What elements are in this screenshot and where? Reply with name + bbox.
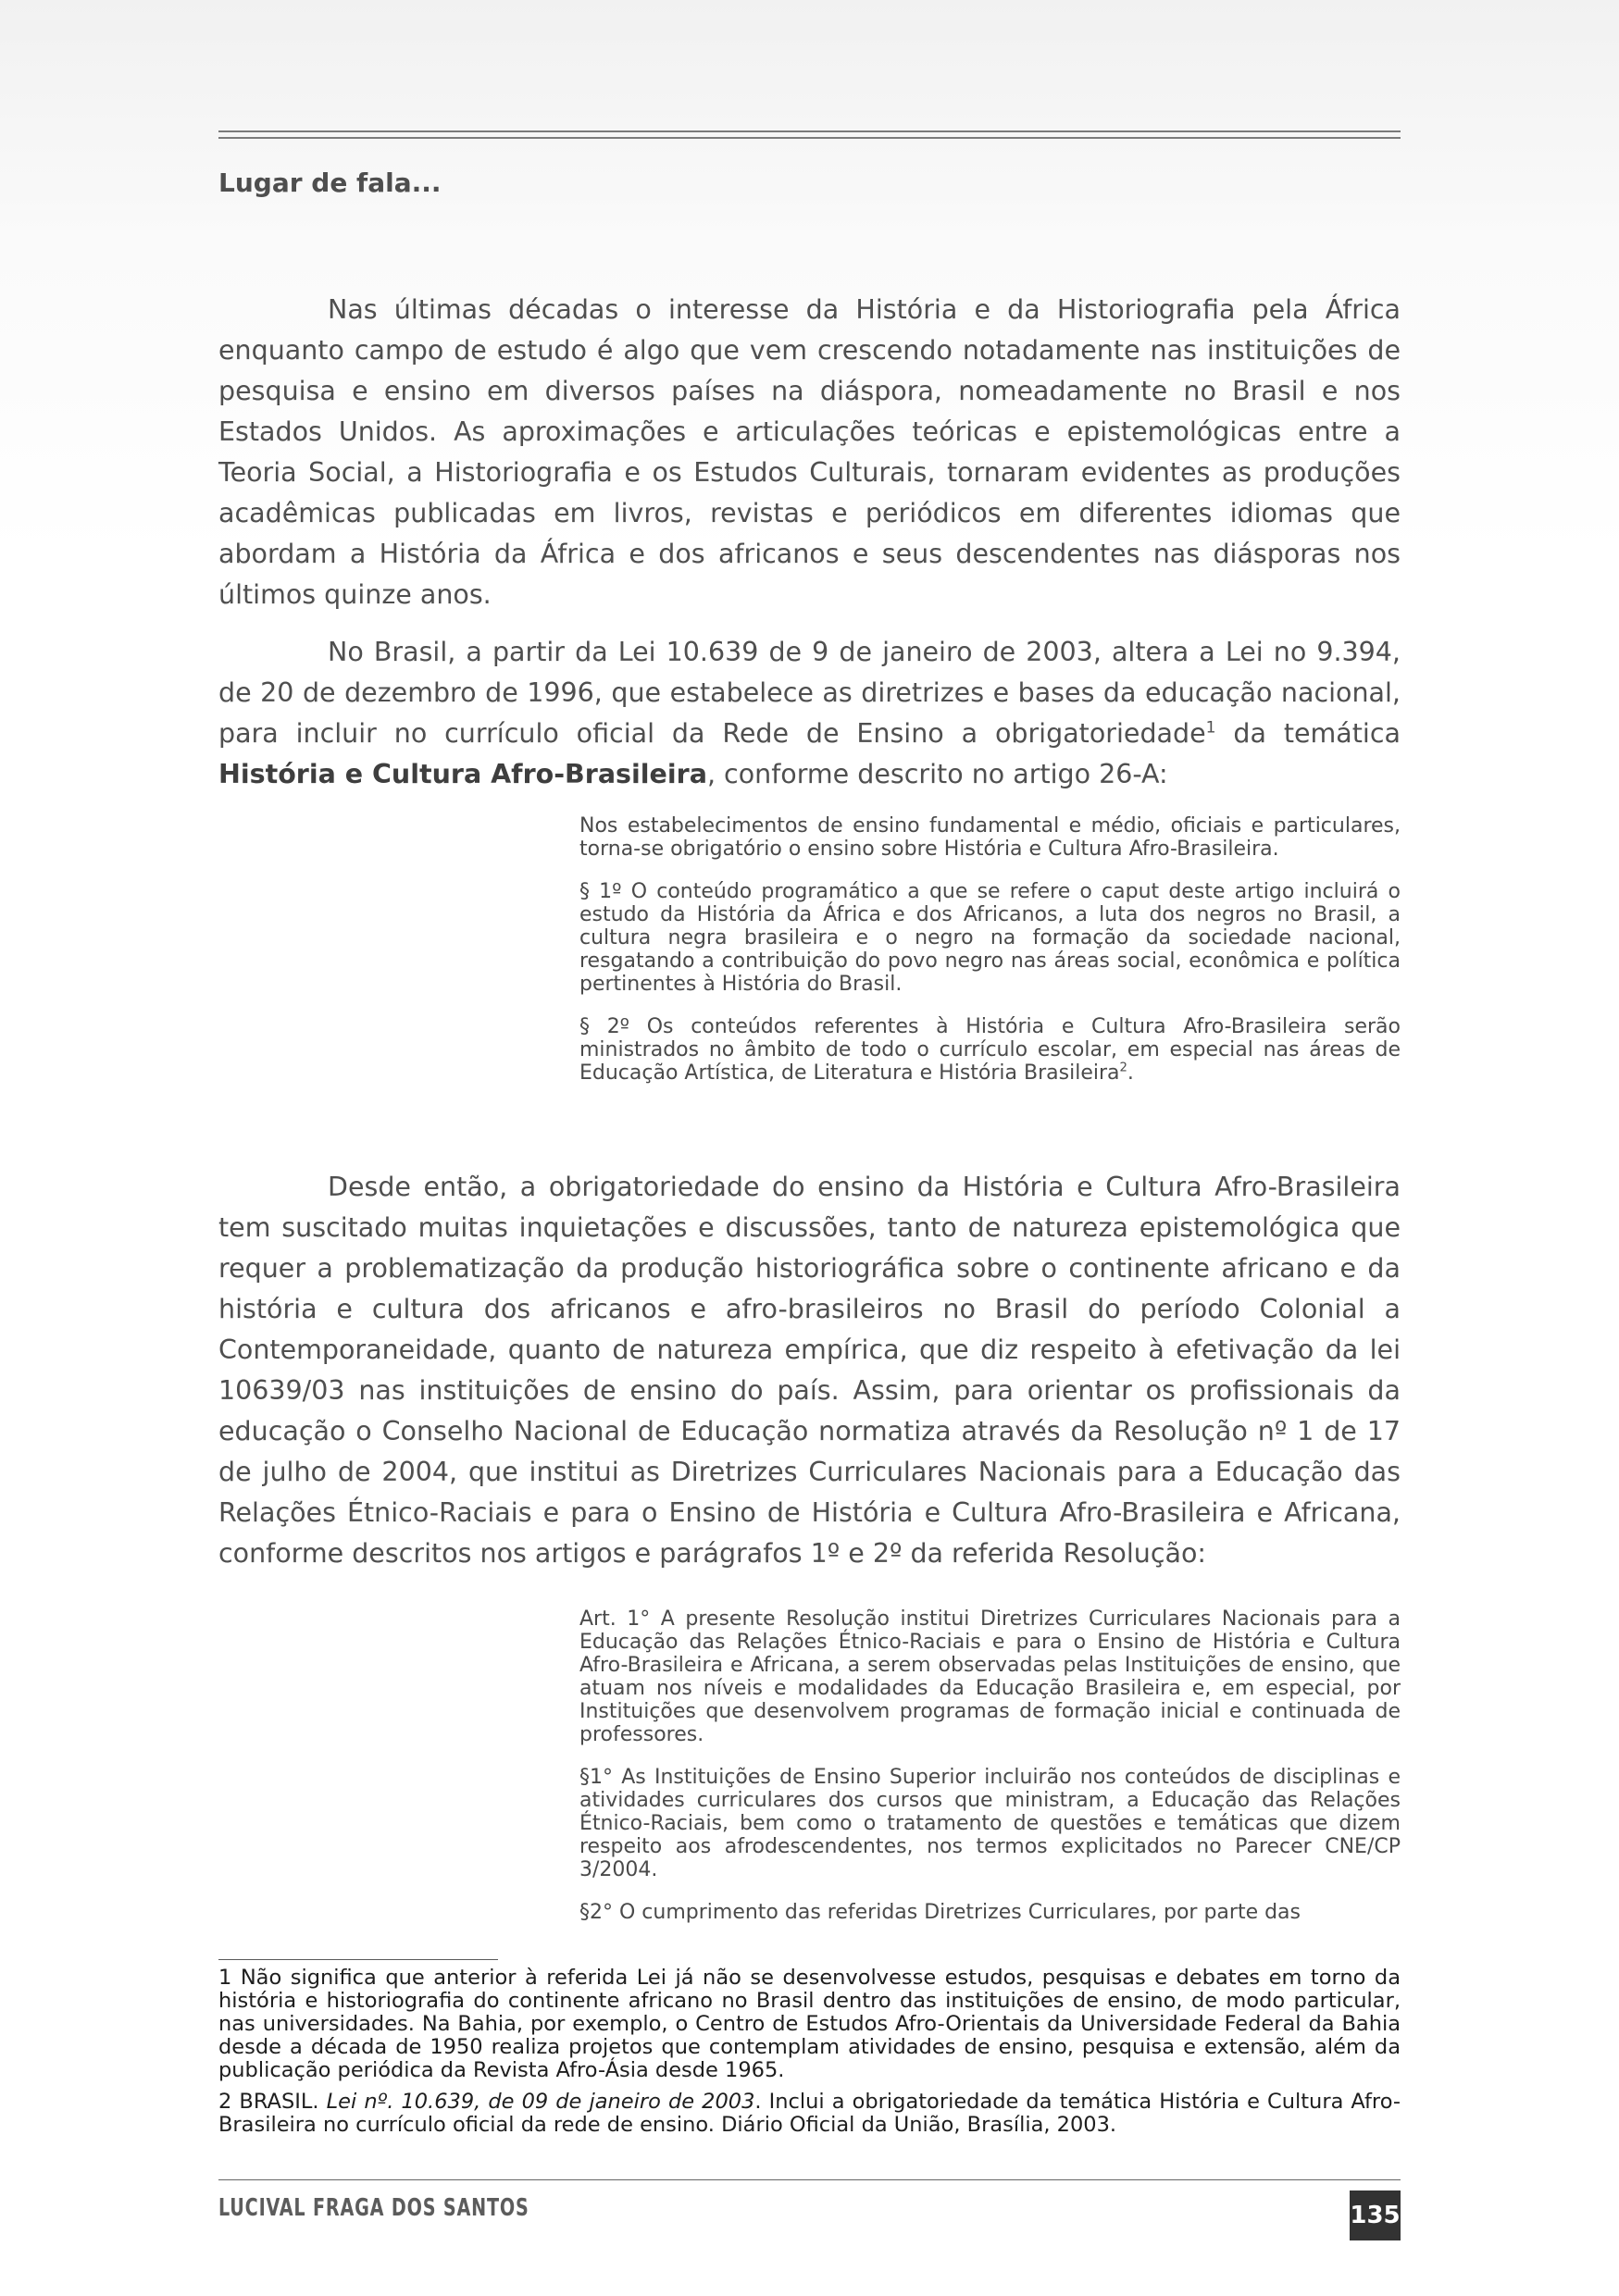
footnote-ref-1[interactable]: 1 [1205,718,1216,738]
footnote-2-label: 2 BRASIL. [218,2090,327,2114]
footnotes [218,1967,1401,2145]
quote-2-para-2: §1° As Instituições de Ensino Superior incluirão nos conteúdos de disciplinas e atividades curriculares dos cursos que ministram, a Educação das Relações Étnico-Raciais, bem como o tratamento de questões e temáticas que dizem respeito aos afrodescendentes, nos termos explicitados no Parecer CNE/CP 3/2004. [579,1766,1401,1881]
quote-1-para-3 [579,1015,1401,1085]
page-number-badge: 135 [1350,2191,1401,2240]
body-section-2 [218,1167,1401,1574]
paragraph-3: Desde então, a obrigatoriedade do ensino da História e Cultura Afro-Brasileira tem suscitado muitas inquietações e discussões, tanto de natureza epistemológica que requer a problematização da produção historiográfica sobre o continente africano e da história e cultura dos africanos e afro-brasileiros no Brasil do período Colonial a Contemporaneidade, quanto de natureza empírica, que diz respeito à efetivação da lei 10639/03 nas instituições de ensino do país. Assim, para orientar os profissionais da educação o Conselho Nacional de Educação normatiza através da Resolução nº 1 de 17 de julho de 2004, que institui as Diretrizes Curriculares Nacionais para a Educação das Relações Étnico-Raciais e para o Ensino de História e Cultura Afro-Brasileira e Africana, conforme descritos nos artigos e parágrafos 1º e 2º da referida Resolução: [218,1172,1401,1569]
block-quote-resolution [579,1607,1401,1943]
body-section-1 [218,290,1401,795]
footnote-2-title: Lei nº. 10.639, de 09 de janeiro de 2003 [326,2090,755,2114]
quote-1-para-3-end: . [1127,1061,1134,1085]
footnote-2 [218,2091,1401,2137]
footnote-2-text: . Inclui a obrigatoriedade da temática História e Cultura Afro-Brasileira no currículo oficial da rede de ensino. Diário Oficial da União, Brasília, 2003. [218,2090,1401,2137]
quote-1-para-1: Nos estabelecimentos de ensino fundamental e médio, oficiais e particulares, torna-se obrigatório o ensino sobre História e Cultura Afro-Brasileira. [579,814,1401,861]
paragraph-2 [218,632,1401,795]
footnote-ref-2[interactable]: 2 [1119,1061,1127,1075]
paragraph-2-text: No Brasil, a partir da Lei 10.639 de 9 de janeiro de 2003, altera a Lei no 9.394, de 20 de dezembro de 1996, que estabelece as diretrizes e bases da educação nacional, para incluir no currículo oficial da Rede de Ensino a obrigatoriedade [218,637,1401,749]
paragraph-2-emphasis: História e Cultura Afro-Brasileira [218,759,707,789]
block-quote-law [579,814,1401,1104]
quote-1-para-3-text: § 2º Os conteúdos referentes à História e Cultura Afro-Brasileira serão ministrados no âmbito de todo o currículo escolar, em especial nas áreas de Educação Artística, de Literatura e História Brasileira [579,1015,1401,1085]
running-title: Lugar de fala... [218,168,442,198]
paragraph-2-end: , conforme descrito no artigo 26-A: [706,759,1168,789]
paragraph-2-middle: da temática [1215,718,1401,749]
paragraph-1: Nas últimas décadas o interesse da História e da Historiografia pela África enquanto campo de estudo é algo que vem crescendo notadamente nas instituições de pesquisa e ensino em diversos países na diáspora, nomeadamente no Brasil e nos Estados Unidos. As aproximações e articulações teóricas e epistemológicas entre a Teoria Social, a Historiografia e os Estudos Culturais, tornaram evidentes as produções acadêmicas publicadas em livros, revistas e periódicos em diferentes idiomas que abordam a História da África e dos africanos e seus descendentes nas diásporas nos últimos quinze anos. [218,294,1401,610]
header-double-rule [218,130,1401,139]
footnote-1: 1 Não significa que anterior à referida Lei já não se desenvolvesse estudos, pesquisas e debates em torno da história e historiografia do continente africano no Brasil dentro das instituições de ensino, de modo particular, nas universidades. Na Bahia, por exemplo, o Centro de Estudos Afro-Orientais da Universidade Federal da Bahia desde a década de 1950 realiza projetos que contemplam atividades de ensino, pesquisa e extensão, além da publicação periódica da Revista Afro-Ásia desde 1965. [218,1966,1401,2082]
quote-2-para-1: Art. 1° A presente Resolução institui Diretrizes Curriculares Nacionais para a Educação das Relações Étnico-Raciais e para o Ensino de História e Cultura Afro-Brasileira e Africana, a serem observadas pelas Instituições de ensino, que atuam nos níveis e modalidades da Educação Brasileira e, em especial, por Instituições que desenvolvem programas de formação inicial e continuada de professores. [579,1607,1401,1746]
footer-author: LUCIVAL FRAGA DOS SANTOS [218,2194,529,2222]
quote-1-para-2: § 1º O conteúdo programático a que se refere o caput deste artigo incluirá o estudo da História da África e dos Africanos, a luta dos negros no Brasil, a cultura negra brasileira e o negro na formação da sociedade nacional, resgatando a contribuição do povo negro nas áreas social, econômica e política pertinentes à História do Brasil. [579,880,1401,996]
footer-rule [218,2179,1401,2180]
quote-2-para-3: §2° O cumprimento das referidas Diretrizes Curriculares, por parte das [579,1901,1301,1924]
footnote-separator [218,1959,498,1960]
document-page [218,0,1401,2296]
